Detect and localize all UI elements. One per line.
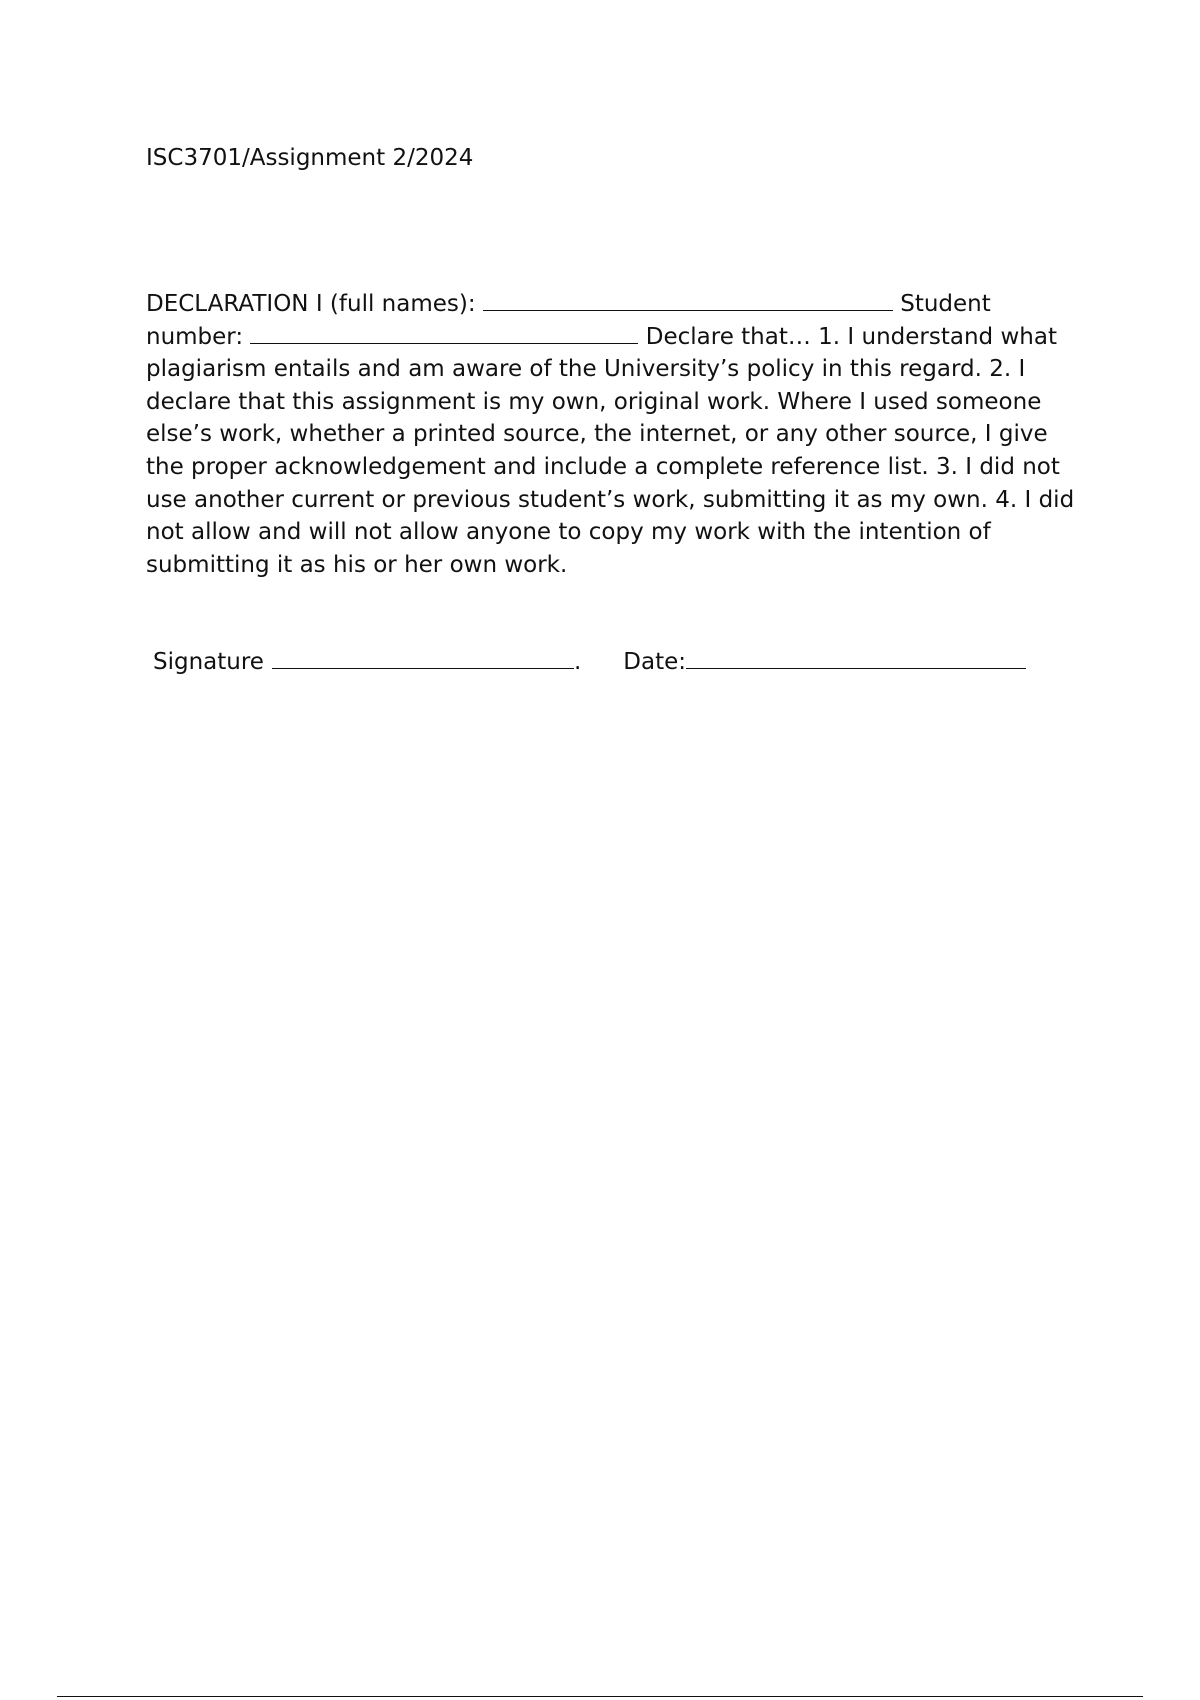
signature-end: . — [573, 649, 582, 675]
declaration-paragraph — [146, 288, 1086, 581]
student-number-blank[interactable] — [250, 323, 638, 344]
declaration-intro: DECLARATION I (full names): — [146, 291, 476, 317]
date-label: Date: — [623, 649, 687, 675]
course-reference: ISC3701/Assignment 2/2024 — [146, 145, 474, 171]
footer-divider — [57, 1696, 1143, 1697]
signature-label: Signature — [153, 649, 264, 675]
signature-blank[interactable] — [272, 648, 574, 669]
signature-row — [153, 648, 1026, 676]
student-number-label: Student number: — [146, 291, 991, 350]
full-names-blank[interactable] — [483, 290, 893, 311]
declaration-statements: Declare that… 1. I understand what plagiarism entails and am aware of the University’s policy in this regard. 2. I declare that this assignment is my own, original work. Where I used someone else’s work, whether a printed source, the internet, or any other source, I give the proper acknowledgement and include a complete reference list. 3. I did not use another current or previous student’s work, submitting it as my own. 4. I did not allow and will not allow anyone to copy my work with the intention of submitting it as his or her own work. — [146, 323, 1075, 578]
date-blank[interactable] — [686, 648, 1026, 669]
